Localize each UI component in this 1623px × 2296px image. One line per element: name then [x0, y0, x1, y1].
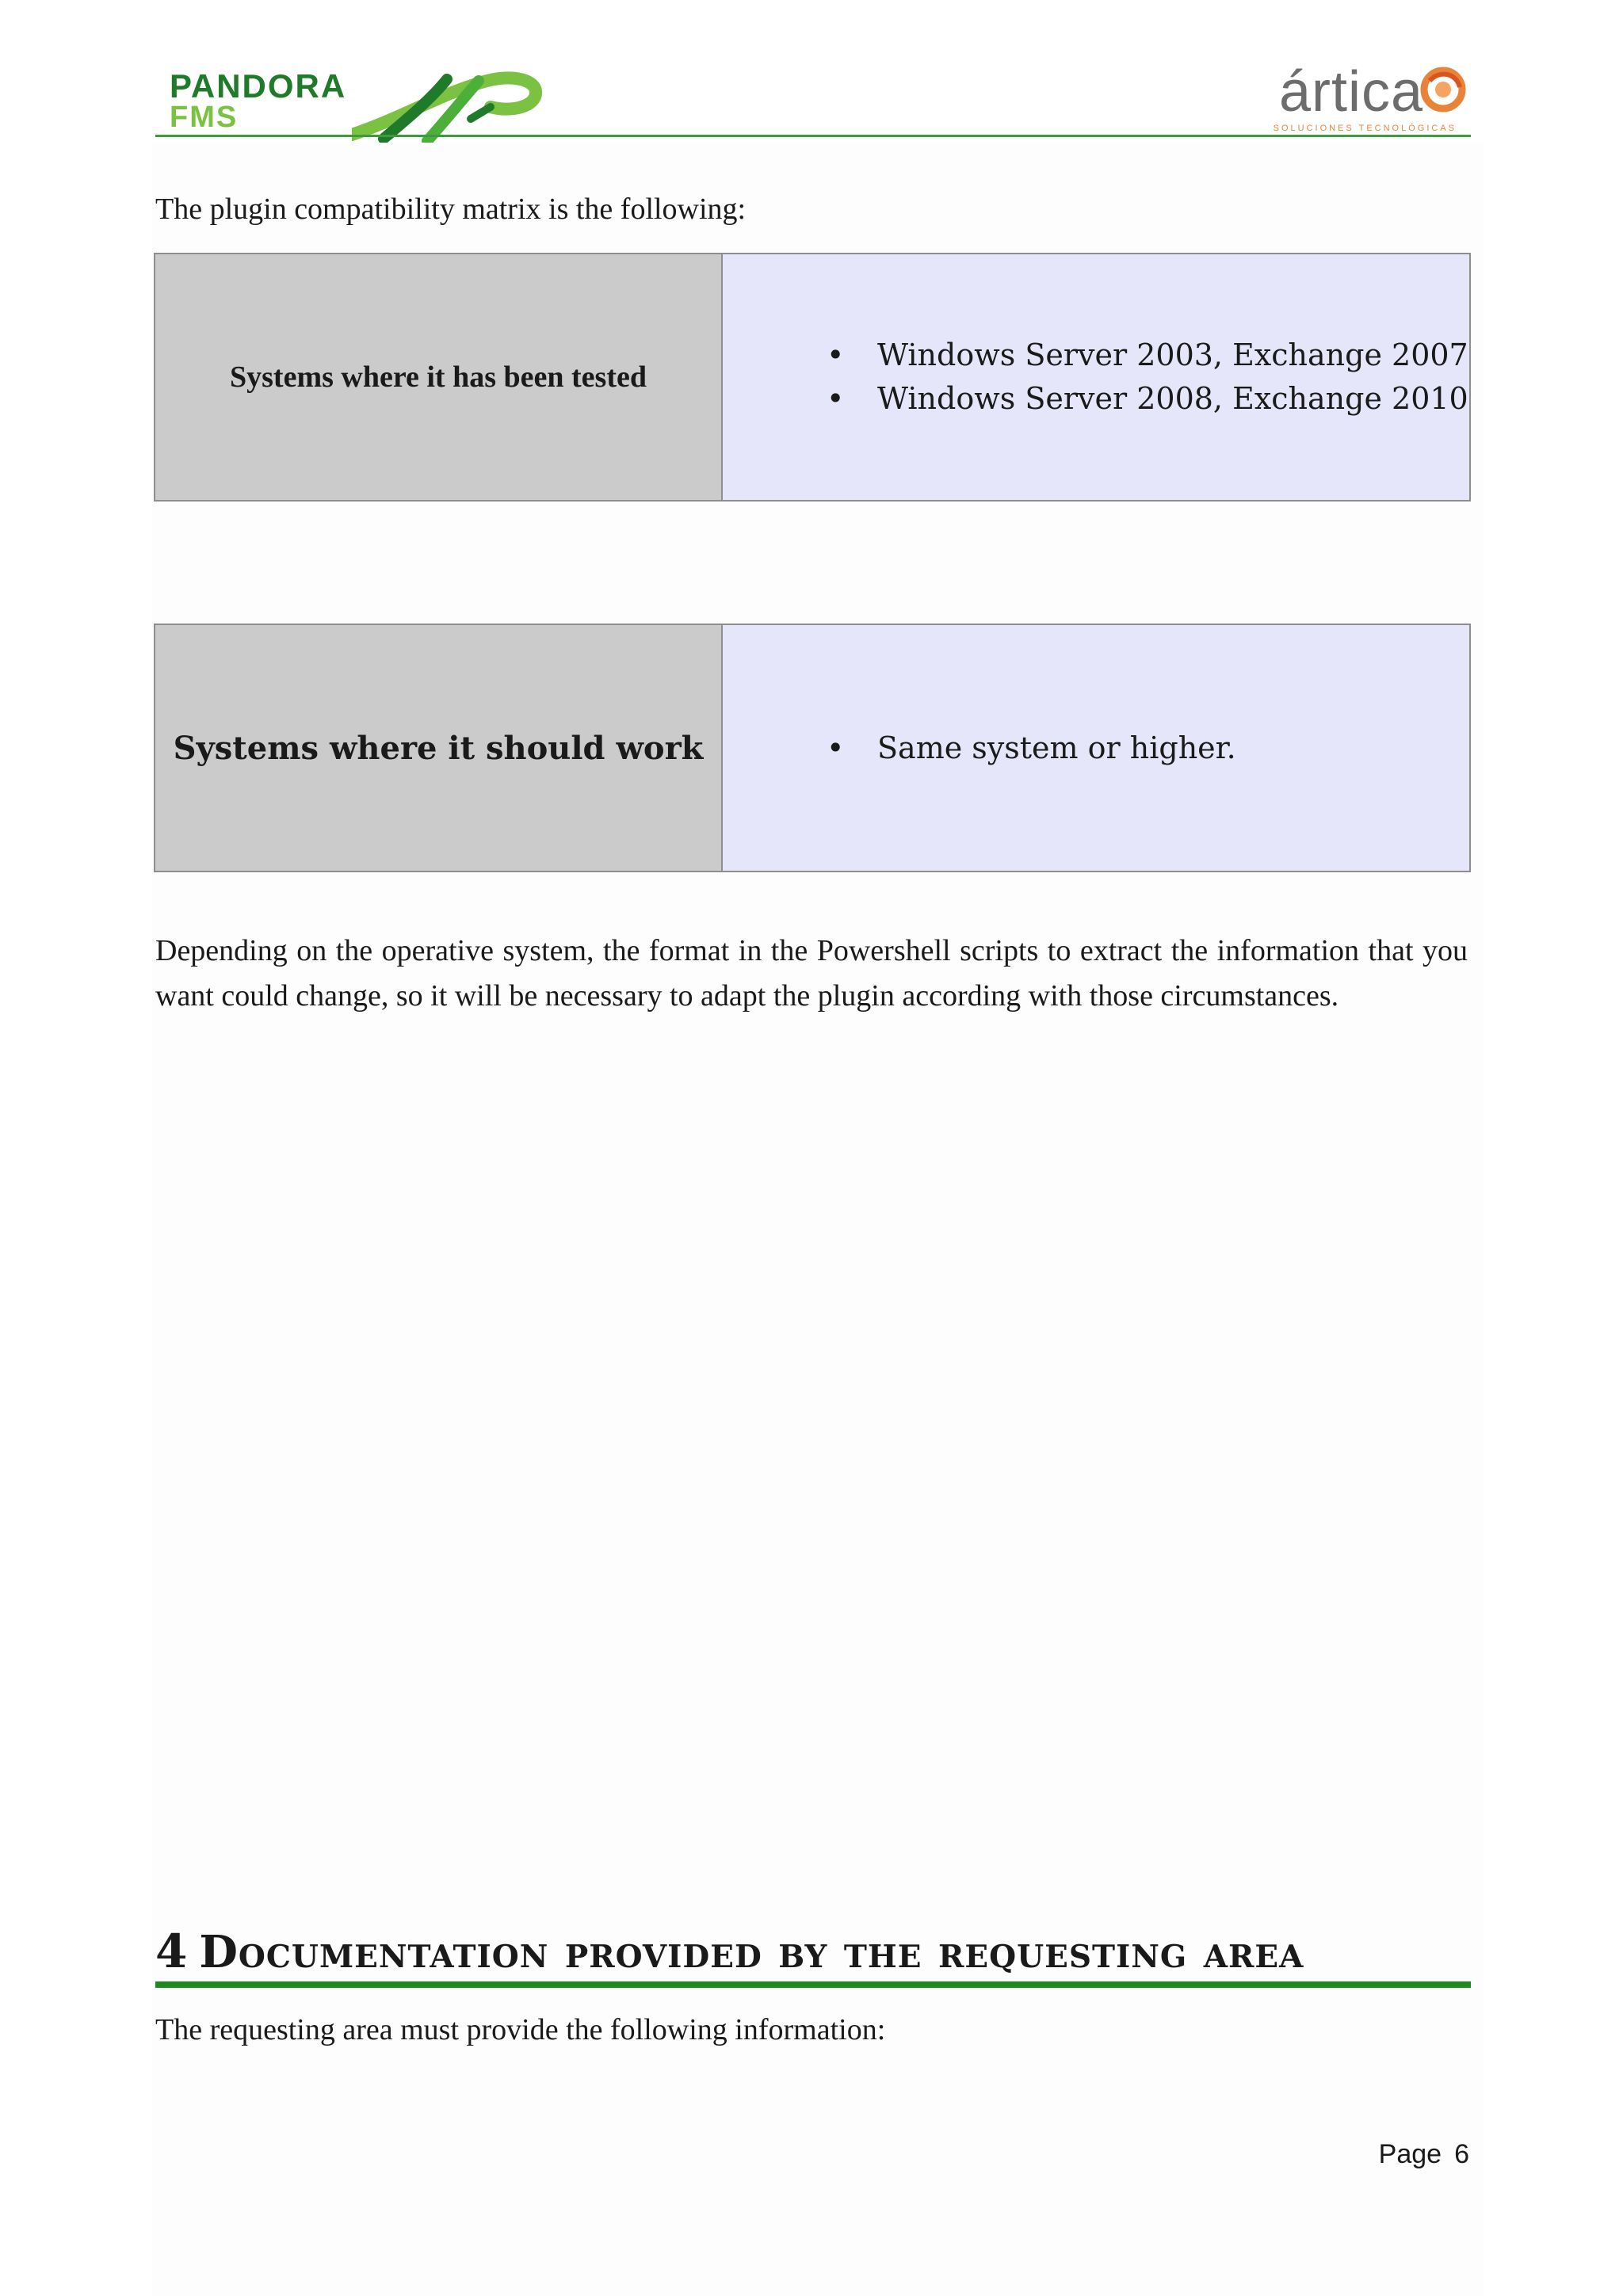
- section-title: Documentation provided by the requesting area: [199, 1926, 1304, 1978]
- list-item: • Windows Server 2003, Exchange 2007: [877, 334, 1469, 377]
- intro-paragraph: The plugin compatibility matrix is the following:: [155, 193, 747, 226]
- header-divider: [155, 135, 1471, 137]
- table-value-cell: [722, 624, 1470, 871]
- compatibility-table-tested: [154, 253, 1471, 502]
- pandora-fms-logo: [162, 55, 542, 143]
- page-number-value: 6: [1454, 2139, 1469, 2169]
- pandora-logo-sub: FMS: [170, 101, 239, 134]
- should-work-systems-list: [723, 727, 1469, 770]
- note-paragraph: Depending on the operative system, the format in the Powershell scripts to extract the information that you want could change, so it will be necessary to adapt the plugin according with those circumstances.: [155, 934, 1468, 1013]
- artica-logo-tagline: SOLUCIONES TECNOLÓGICAS: [1273, 124, 1457, 133]
- artica-swirl-icon: [1419, 65, 1468, 114]
- section-paragraph: The requesting area must provide the following information:: [155, 2013, 886, 2046]
- section-number: 4: [155, 1924, 189, 1978]
- list-item: • Windows Server 2008, Exchange 2010: [877, 377, 1469, 421]
- compatibility-table-should-work: [154, 624, 1471, 872]
- tested-systems-list: [723, 334, 1469, 421]
- pandora-logo-word: PANDORA: [170, 67, 347, 105]
- pandora-swoosh-icon: [352, 63, 542, 143]
- section-heading: [155, 1924, 1471, 1984]
- table-label-cell: [155, 624, 722, 871]
- section-divider: [155, 1981, 1471, 1988]
- tested-label: Systems where it has been tested: [230, 360, 647, 394]
- page-header: [155, 48, 1471, 136]
- artica-logo: [1233, 54, 1471, 141]
- page-label: Page: [1378, 2139, 1442, 2169]
- should-work-label: Systems where it should work: [173, 729, 704, 767]
- table-value-cell: [722, 254, 1470, 501]
- page-number: [1379, 2139, 1469, 2170]
- table-label-cell: [155, 254, 722, 501]
- artica-logo-word: ártica: [1278, 60, 1423, 124]
- table-row: [155, 624, 1470, 871]
- table-row: [155, 254, 1470, 501]
- list-item: • Same system or higher.: [877, 727, 1469, 770]
